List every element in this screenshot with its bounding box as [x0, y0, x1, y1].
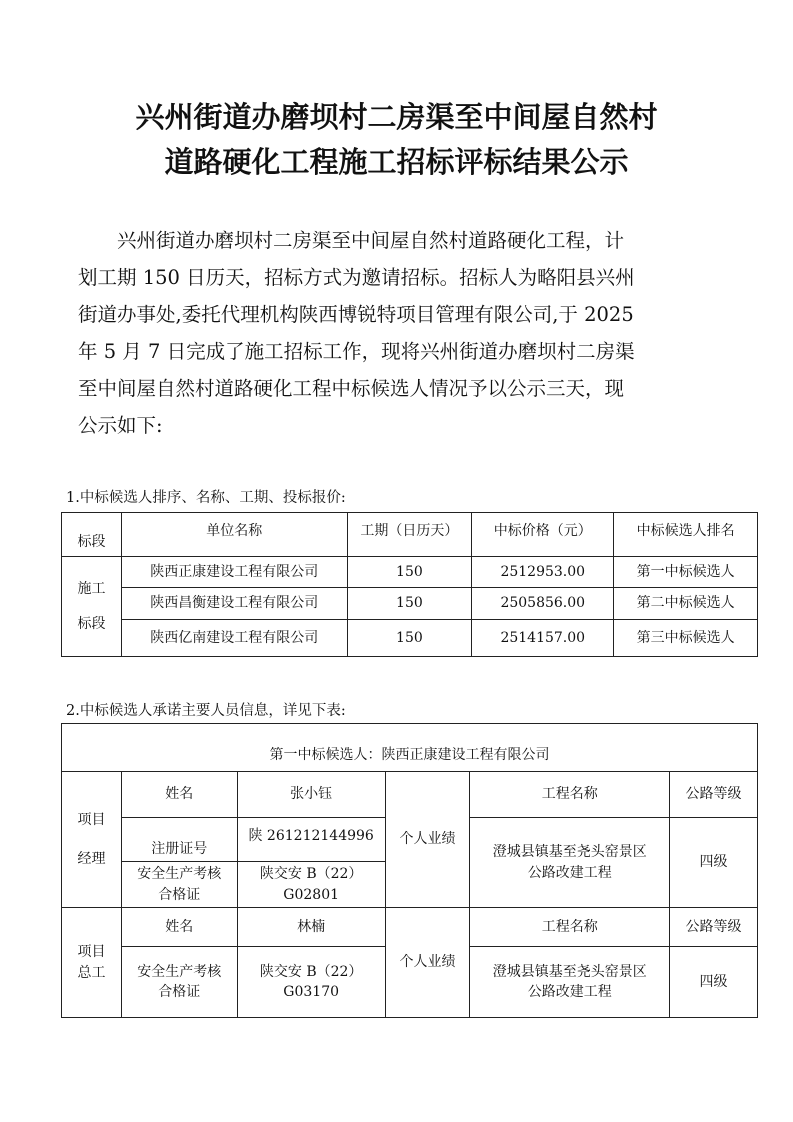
role-label: 项目: [77, 812, 106, 829]
ce-safety-label: [121, 947, 237, 1018]
rank-cell: 第二中标候选人: [614, 588, 758, 620]
header-company: 单位名称: [121, 513, 347, 557]
segment-label: 施工: [77, 581, 106, 598]
pm-name: 张小钰: [237, 772, 385, 818]
period-cell: 150: [347, 588, 472, 620]
intro-paragraph: [78, 222, 714, 444]
header-segment: 标段: [62, 513, 122, 557]
pm-role-cell: [62, 772, 122, 908]
title-line-1: 兴州街道办磨坝村二房渠至中间屋自然村: [135, 100, 658, 134]
header-rank: 中标候选人排名: [614, 513, 758, 557]
section1-caption: 1.中标候选人排序、名称、工期、投标报价:: [66, 490, 346, 506]
pm-project-cell: [470, 818, 670, 908]
pm-grade-header: 公路等级: [670, 772, 758, 818]
segment-label: 标段: [77, 615, 106, 632]
project-name-line: 公路改建工程: [527, 864, 612, 881]
pm-grade: 四级: [670, 818, 758, 908]
price-cell: 2512953.00: [472, 557, 614, 588]
title-line-2: 道路硬化工程施工招标评标结果公示: [164, 145, 629, 179]
table-header-row: [62, 513, 758, 557]
ce-project-header: 工程名称: [470, 908, 670, 947]
intro-line: 街道办事处,委托代理机构陕西博锐特项目管理有限公司,于 2025: [78, 303, 634, 326]
pm-name-row: [62, 772, 758, 818]
header-period: 工期（日历天）: [347, 513, 472, 557]
intro-line: 年 5 月 7 日完成了施工招标工作，现将兴州街道办磨坝村二房渠: [78, 340, 635, 363]
table-row: [62, 588, 758, 620]
period-cell: 150: [347, 557, 472, 588]
company-cell: 陕西正康建设工程有限公司: [121, 557, 347, 588]
company-cell: 陕西昌衡建设工程有限公司: [121, 588, 347, 620]
rank-cell: 第三中标候选人: [614, 620, 758, 657]
candidate-header: 第一中标候选人：陕西正康建设工程有限公司: [62, 724, 758, 772]
project-name-line: 澄城县镇基至尧头窑景区: [492, 844, 647, 861]
price-cell: 2505856.00: [472, 588, 614, 620]
ce-name-label: 姓名: [121, 908, 237, 947]
candidate-header-row: [62, 724, 758, 772]
table-row: [62, 620, 758, 657]
intro-line: 兴州街道办磨坝村二房渠至中间屋自然村道路硬化工程，计: [78, 229, 625, 252]
pm-safety-no: [237, 862, 385, 908]
section2-caption: 2.中标候选人承诺主要人员信息，详见下表:: [66, 703, 346, 719]
company-cell: 陕西亿南建设工程有限公司: [121, 620, 347, 657]
ce-grade: 四级: [670, 947, 758, 1018]
ce-role-cell: [62, 908, 122, 1018]
ce-safety-no: [237, 947, 385, 1018]
pm-perf-label: 个人业绩: [385, 772, 470, 908]
project-name-line: 公路改建工程: [527, 984, 612, 1000]
candidates-table: [61, 512, 758, 657]
rank-cell: 第一中标候选人: [614, 557, 758, 588]
ce-name: 林楠: [237, 908, 385, 947]
role-label: 项目: [77, 944, 106, 961]
pm-name-label: 姓名: [121, 772, 237, 818]
intro-line: 划工期 150 日历天，招标方式为邀请招标。招标人为略阳县兴州: [78, 266, 635, 289]
safety-label-line: 合格证: [158, 984, 201, 1000]
segment-cell: [62, 557, 122, 657]
project-name-line: 澄城县镇基至尧头窑景区: [492, 963, 647, 980]
safety-no-line: 陕交安 B（22）: [259, 866, 363, 883]
safety-label-line: 安全生产考核: [137, 963, 222, 980]
period-cell: 150: [347, 620, 472, 657]
pm-reg-no: 陕 261212144996: [237, 818, 385, 862]
intro-line: 公示如下:: [78, 414, 163, 437]
safety-no-line: G03170: [283, 984, 340, 1000]
pm-safety-label: [121, 862, 237, 908]
ce-name-row: [62, 908, 758, 947]
safety-no-line: 陕交安 B（22）: [259, 963, 363, 980]
intro-line: 至中间屋自然村道路硬化工程中标候选人情况予以公示三天，现: [78, 377, 625, 400]
ce-project-cell: [470, 947, 670, 1018]
pm-project-header: 工程名称: [470, 772, 670, 818]
safety-label-line: 合格证: [158, 886, 201, 903]
personnel-table: [61, 723, 758, 1018]
header-price: 中标价格（元）: [472, 513, 614, 557]
ce-perf-label: 个人业绩: [385, 908, 470, 1018]
table-row: [62, 557, 758, 588]
ce-grade-header: 公路等级: [670, 908, 758, 947]
role-label: 经理: [77, 850, 106, 867]
safety-no-line: G02801: [283, 886, 340, 903]
safety-label-line: 安全生产考核: [137, 866, 222, 883]
pm-reg-label: 注册证号: [121, 818, 237, 862]
role-label: 总工: [77, 964, 106, 981]
price-cell: 2514157.00: [472, 620, 614, 657]
